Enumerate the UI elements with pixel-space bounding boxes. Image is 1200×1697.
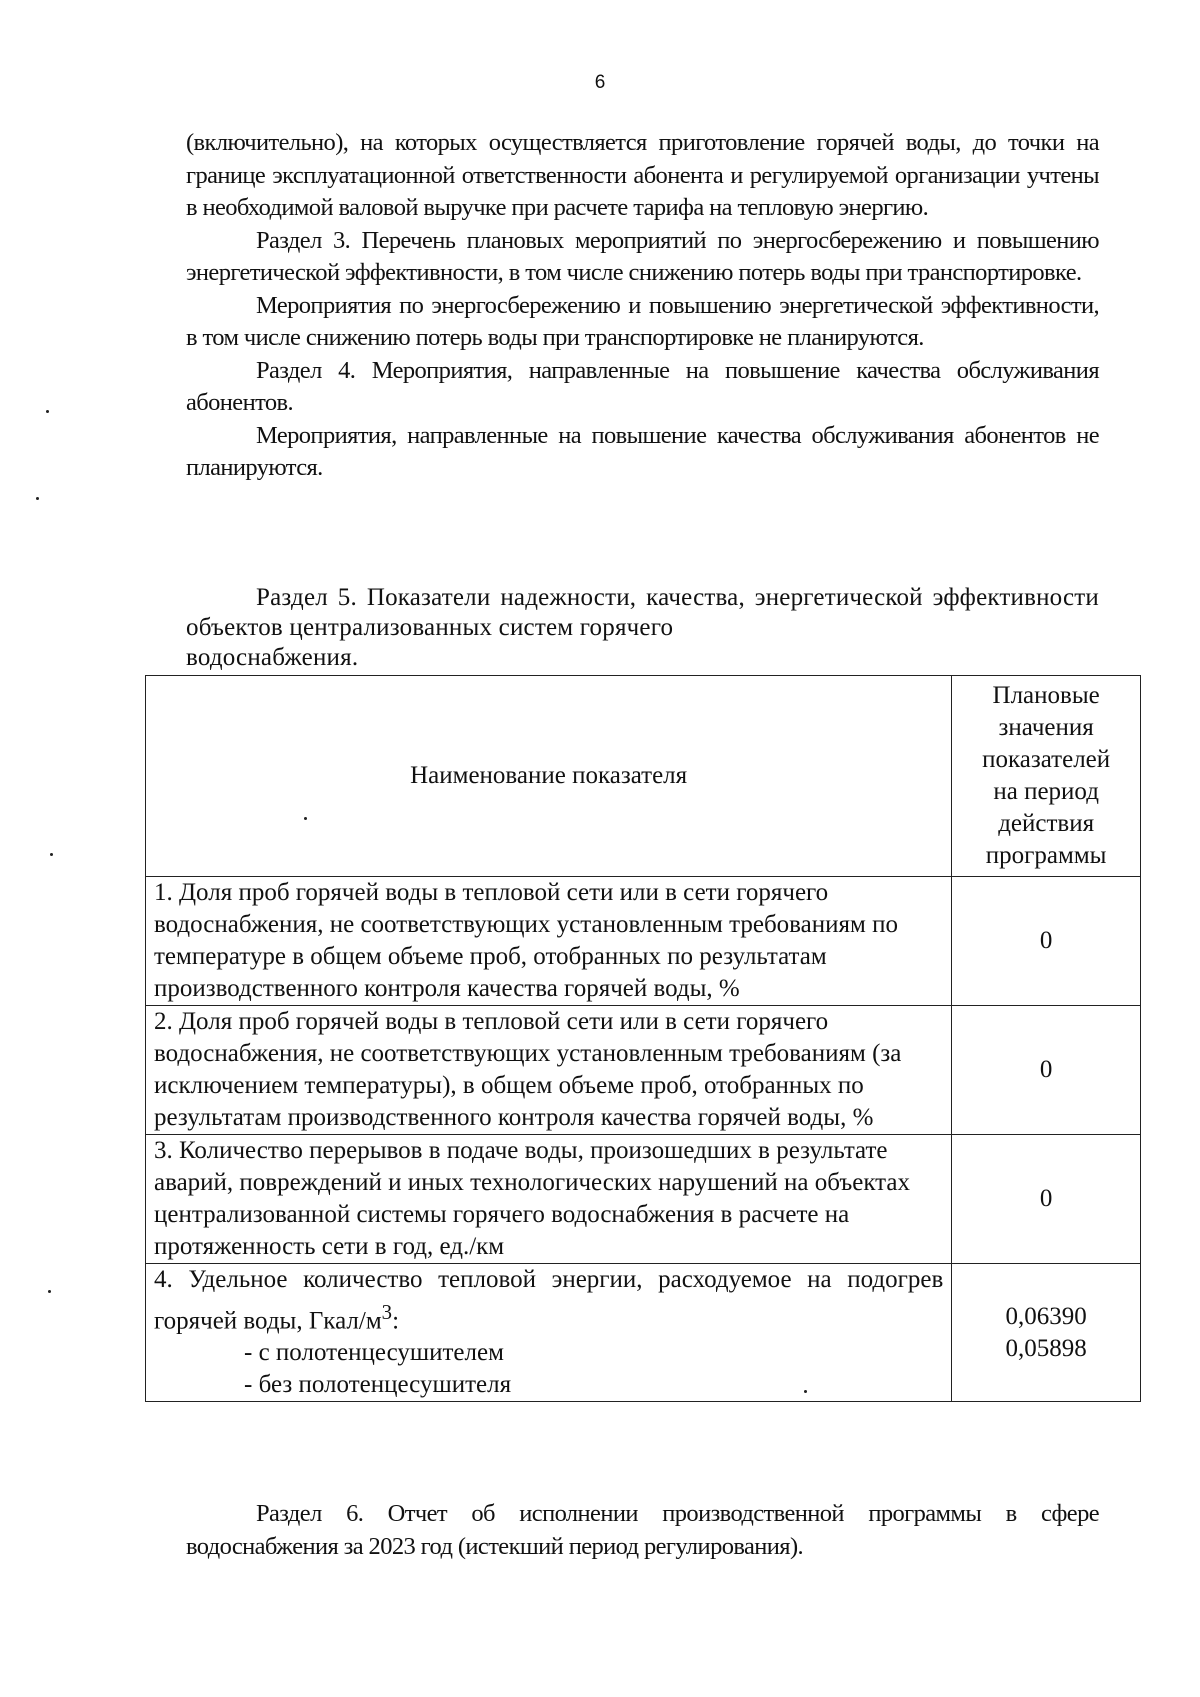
header-value-line: на период — [993, 778, 1099, 805]
scan-artifact-dot — [46, 410, 49, 413]
indicator-name: 2. Доля проб горячей воды в тепловой сети или в сети горячего водоснабжения, не соответствующих установленным требованиям (за исключением температуры), в общем объеме проб, отобранных по результатам производственного контроля качества горячей воды, % — [146, 1006, 952, 1135]
section-6-paragraph: Раздел 6. Отчет об исполнении производственной программы в сфере водоснабжения за 2023 год (истекший период регулирования). — [186, 1500, 1099, 1560]
value-with-towel-dryer: 0,06390 — [1005, 1302, 1087, 1330]
page-number: 6 — [594, 72, 606, 93]
section-4-body: Мероприятия, направленные на повышение качества обслуживания абонентов не планируются. — [186, 421, 1099, 481]
scan-artifact-dot — [48, 1290, 51, 1293]
indicator-4-colon: : — [392, 1307, 400, 1335]
section-5-heading-last: водоснабжения. — [186, 644, 359, 671]
header-indicator-name: Наименование показателя — [146, 676, 952, 877]
header-value-line: Плановые — [992, 682, 1100, 709]
table-row — [146, 877, 1141, 1006]
body-text — [186, 127, 1099, 485]
sub-item-without-towel-dryer: - без полотенцесушителя — [244, 1371, 512, 1399]
sub-item-with-towel-dryer: - с полотенцесушителем — [244, 1339, 504, 1367]
unit-superscript: 3 — [381, 1300, 393, 1324]
header-value-line: значения — [998, 714, 1094, 741]
value-without-towel-dryer: 0,05898 — [1005, 1334, 1087, 1362]
indicator-name: 3. Количество перерывов в подаче воды, произошедших в результате аварий, повреждений и иных технологических нарушений на объектах централизованной системы горячего водоснабжения в расчете на протяженность сети в год, ед./км — [146, 1135, 952, 1264]
indicator-name: 1. Доля проб горячей воды в тепловой сети или в сети горячего водоснабжения, не соответствующих установленным требованиям по температуре в общем объеме проб, отобранных по результатам производственного контроля качества горячей воды, % — [146, 877, 952, 1006]
indicator-value: 0 — [952, 1006, 1141, 1135]
scan-artifact-dot — [36, 497, 39, 500]
indicator-4-title: 4. Удельное количество тепловой энергии, расходуемое на подогрев горячей воды, Гкал/м — [154, 1266, 944, 1335]
section-5-heading — [186, 583, 1099, 673]
indicator-value — [952, 1264, 1141, 1402]
indicator-value: 0 — [952, 1135, 1141, 1264]
section-3-body: Мероприятия по энергосбережению и повышению энергетической эффективности, в том числе снижению потерь воды при транспортировке не планируются. — [186, 291, 1099, 351]
scan-artifact-dot — [50, 853, 53, 856]
section-4-heading: Раздел 4. Мероприятия, направленные на повышение качества обслуживания абонентов. — [186, 356, 1099, 416]
table-row — [146, 1264, 1141, 1402]
header-value-line: программы — [985, 842, 1107, 869]
section-3-heading: Раздел 3. Перечень плановых мероприятий по энергосбережению и повышению энергетической эффективности, в том числе снижению потерь воды при транспортировке. — [186, 226, 1099, 286]
header-planned-values — [952, 676, 1141, 877]
table-row — [146, 1135, 1141, 1264]
indicator-name — [146, 1264, 952, 1402]
scan-artifact-dot — [304, 817, 307, 820]
header-value-line: действия — [998, 810, 1095, 837]
indicators-table — [145, 675, 1141, 1402]
continuation-paragraph: (включительно), на которых осуществляется приготовление горячей воды, до точки на границе эксплуатационной ответственности абонента и регулируемой организации учтены в необходимой валовой выручке при расчете тарифа на тепловую энергию. — [186, 129, 1099, 221]
header-value-line: показателей — [982, 746, 1111, 773]
table-header-row — [146, 676, 1141, 877]
table-row — [146, 1006, 1141, 1135]
section-5-heading-main: Раздел 5. Показатели надежности, качества, энергетической эффективности объектов централизованных систем горячего — [186, 584, 1099, 641]
scan-artifact-dot — [804, 1390, 807, 1393]
indicator-value: 0 — [952, 877, 1141, 1006]
